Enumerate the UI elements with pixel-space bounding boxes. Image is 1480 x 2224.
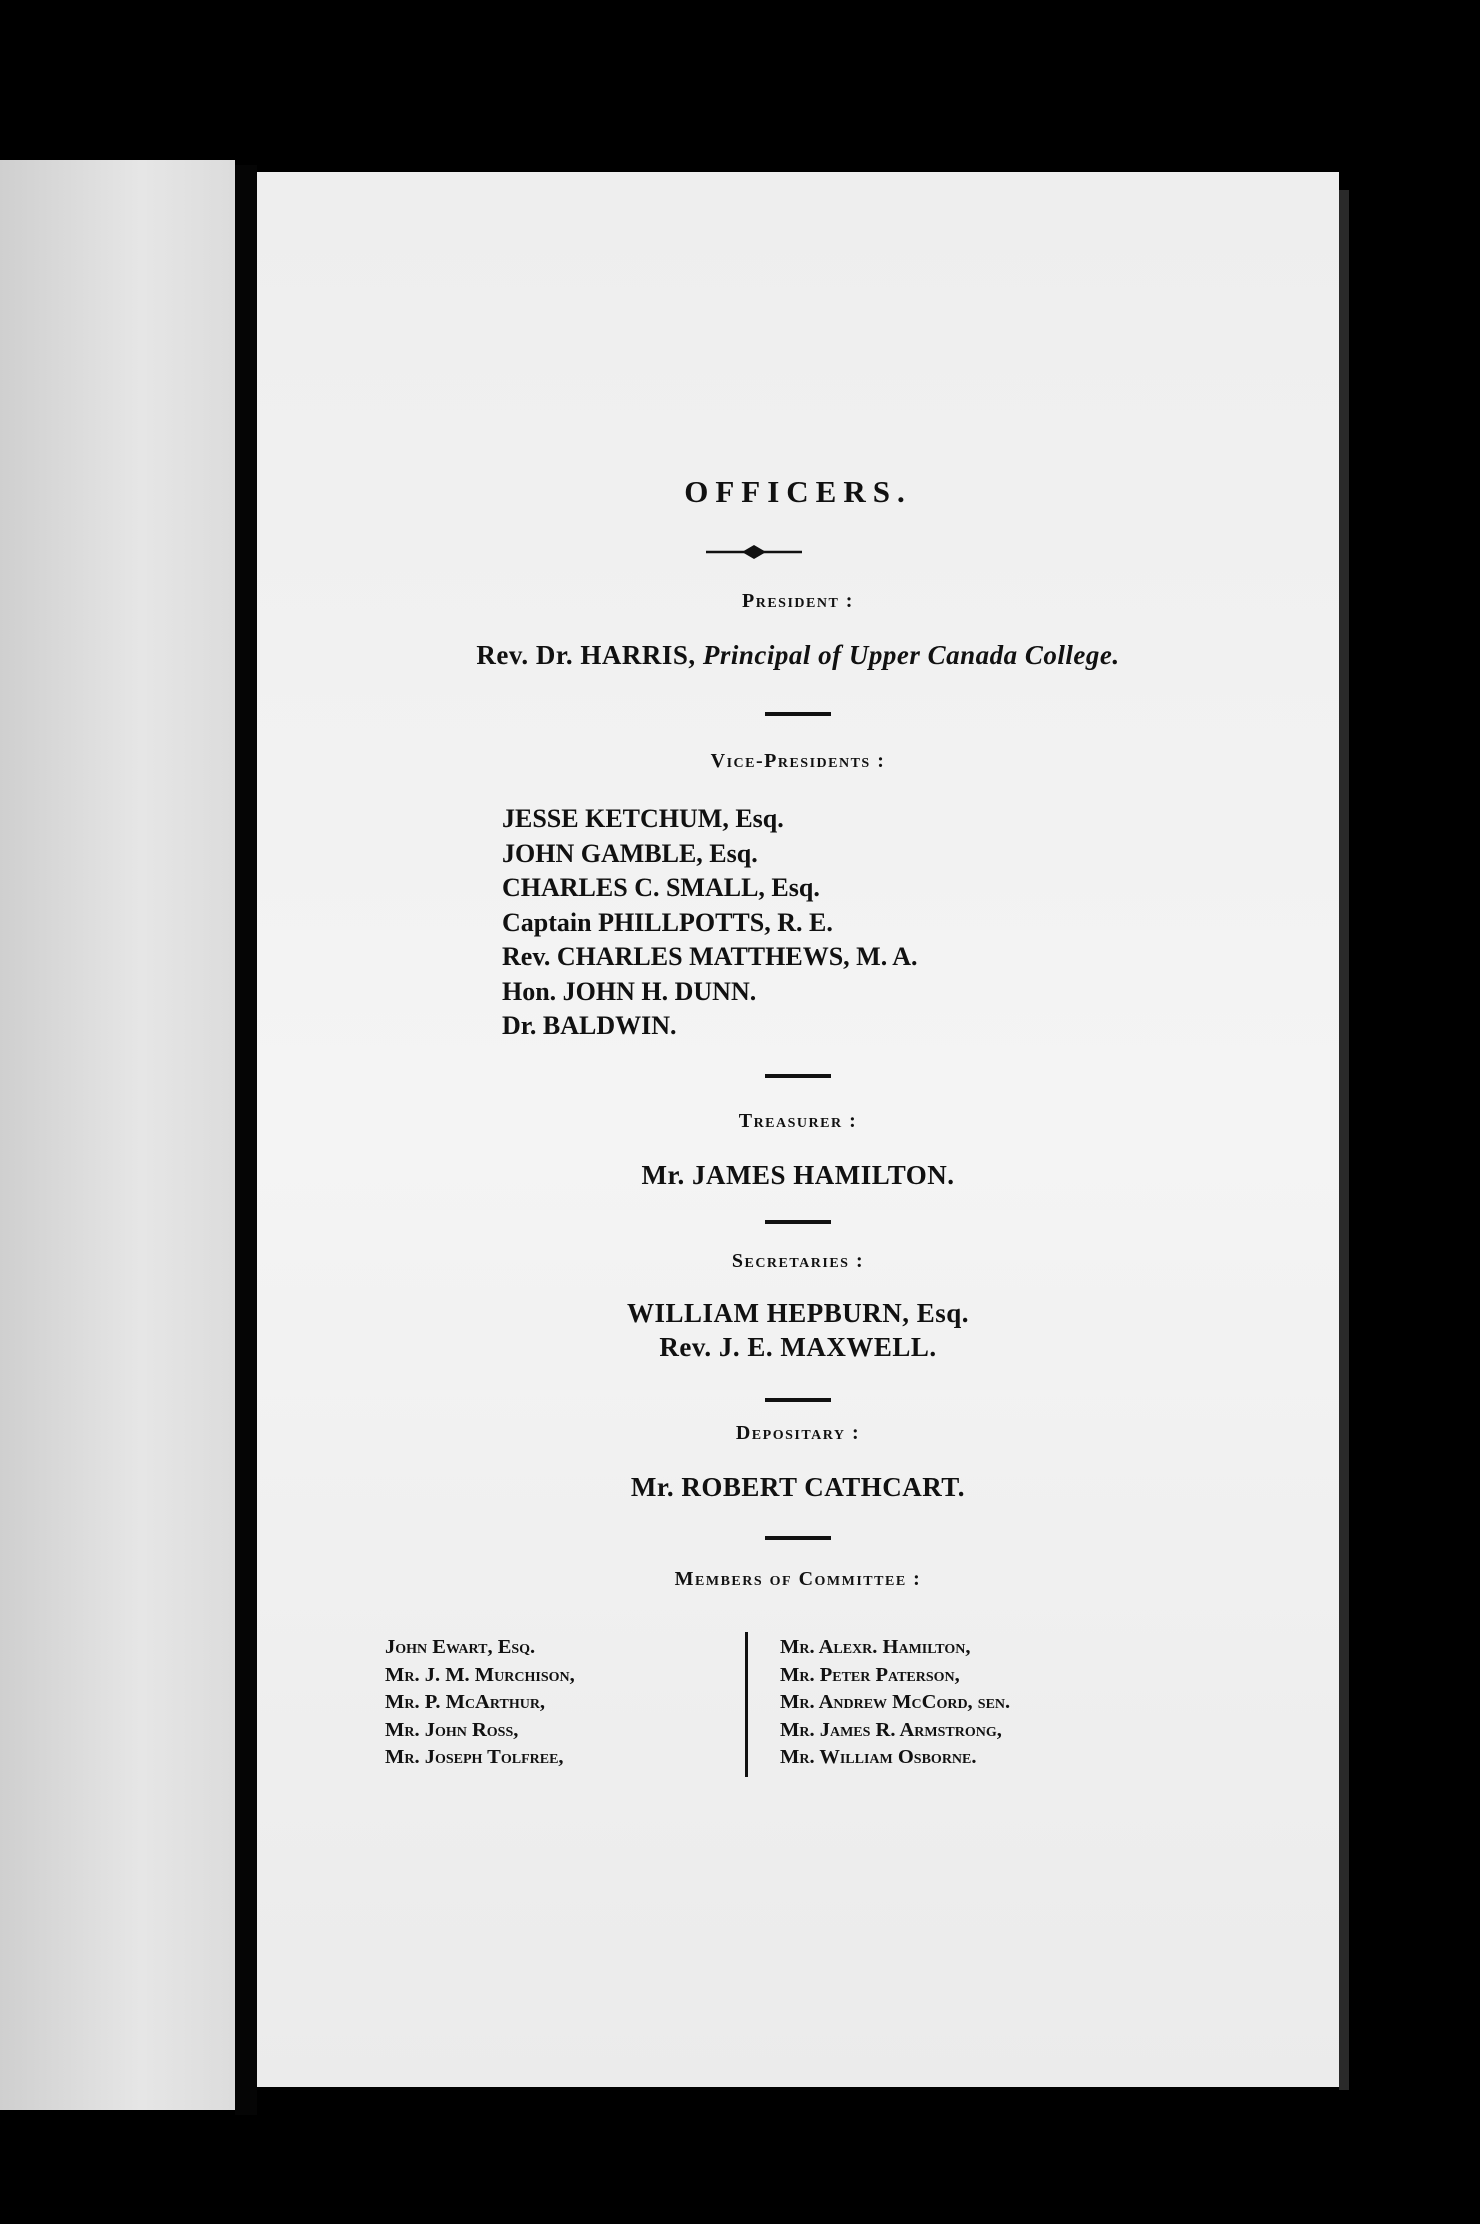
vice-president-name: Hon. JOHN H. DUNN.	[502, 976, 757, 1006]
committee-right-column	[780, 1634, 1010, 1772]
vice-president-name: JOHN GAMBLE, Esq.	[502, 838, 758, 868]
president-role: Principal of Upper Canada College.	[702, 640, 1120, 670]
president-name: Rev. Dr. HARRIS,	[476, 640, 696, 670]
committee-member: Mr. John Ross,	[385, 1718, 519, 1741]
ornament-divider	[704, 542, 804, 562]
left-page-edge	[0, 160, 235, 2110]
section-rule	[765, 1074, 831, 1078]
treasurer-heading: Treasurer :	[738, 1110, 858, 1132]
committee-member: Mr. William Osborne.	[780, 1746, 977, 1768]
committee-member: Mr. P. McArthur,	[385, 1691, 546, 1713]
committee-member: Mr. Peter Paterson,	[780, 1663, 960, 1686]
committee-member: Mr. Alexr. Hamilton,	[780, 1636, 971, 1658]
vice-president-name: CHARLES C. SMALL, Esq.	[502, 873, 820, 902]
document-page	[257, 172, 1339, 2087]
section-rule	[765, 1536, 831, 1540]
committee-column-divider	[745, 1632, 748, 1777]
depositary-name: Mr. ROBERT CATHCART.	[630, 1472, 966, 1502]
president-heading: President :	[742, 590, 854, 612]
committee-member: Mr. Andrew McCord, sen.	[780, 1691, 1011, 1713]
vice-presidents-heading: Vice-Presidents :	[710, 750, 886, 772]
secretary-name: WILLIAM HEPBURN, Esq.	[626, 1298, 970, 1328]
committee-member: John Ewart, Esq.	[385, 1636, 536, 1658]
section-rule	[765, 712, 831, 716]
vice-president-name: Captain PHILLPOTTS, R. E.	[502, 907, 833, 937]
vice-president-name: Rev. CHARLES MATTHEWS, M. A.	[502, 942, 918, 971]
page-title: OFFICERS.	[684, 474, 912, 509]
secretaries-heading: Secretaries :	[731, 1250, 865, 1272]
treasurer-name: Mr. JAMES HAMILTON.	[641, 1160, 955, 1190]
committee-member: Mr. J. M. Murchison,	[385, 1663, 575, 1686]
secretary-name: Rev. J. E. MAXWELL.	[659, 1332, 937, 1362]
page-edge-shadow	[1339, 190, 1349, 2090]
section-rule	[765, 1398, 831, 1402]
committee-member: Mr. James R. Armstrong,	[780, 1718, 1002, 1741]
committee-member: Mr. Joseph Tolfree,	[385, 1746, 564, 1768]
president-line	[257, 640, 1339, 671]
section-rule	[765, 1220, 831, 1224]
depositary-heading: Depositary :	[735, 1422, 861, 1444]
committee-heading: Members of Committee :	[674, 1568, 922, 1590]
committee-left-column	[385, 1634, 575, 1772]
vice-presidents-list	[502, 802, 918, 1044]
vice-president-name: JESSE KETCHUM, Esq.	[502, 804, 784, 833]
vice-president-name: Dr. BALDWIN.	[502, 1011, 677, 1040]
book-gutter	[235, 165, 257, 2115]
